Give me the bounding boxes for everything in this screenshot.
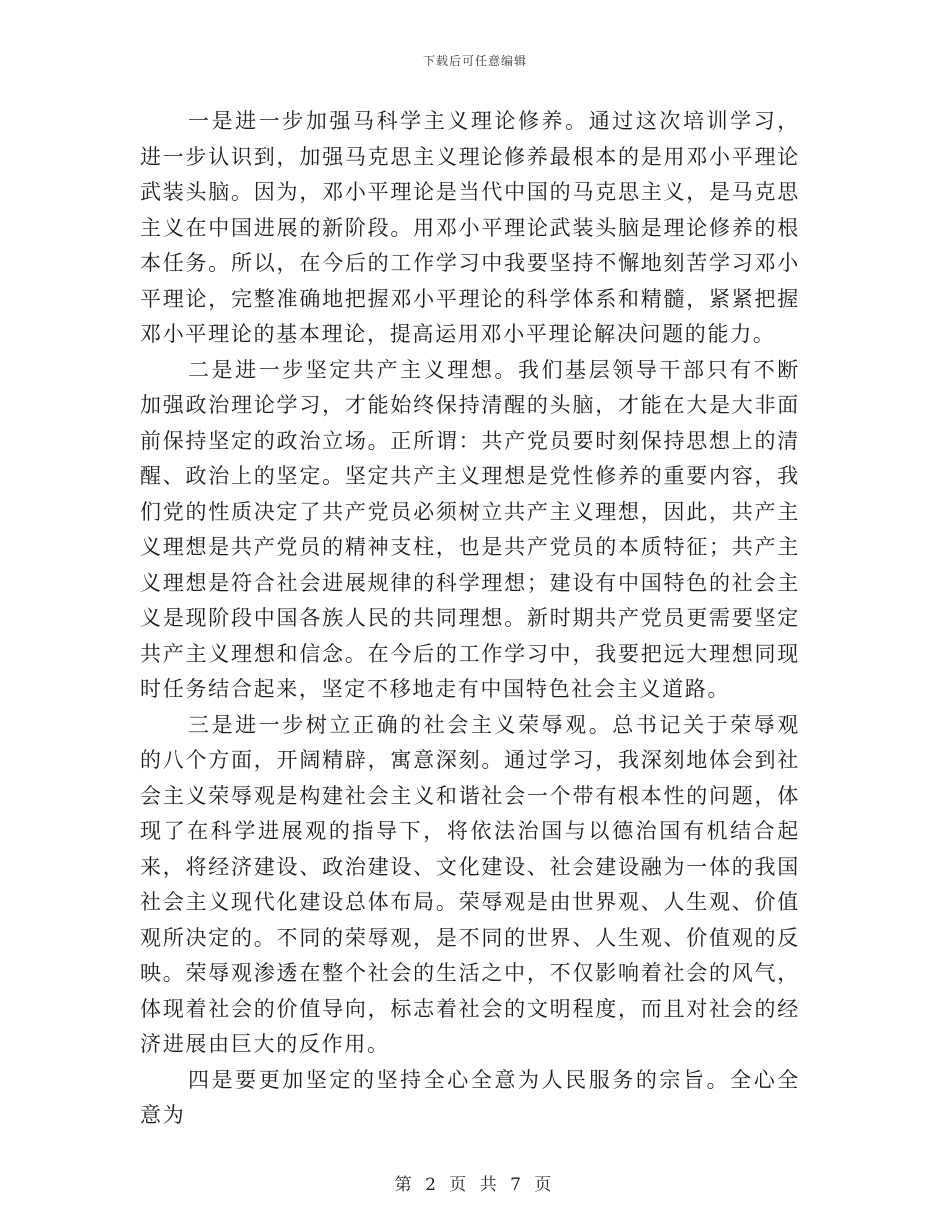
paragraph-4: 四是要更加坚定的坚持全心全意为人民服务的宗旨。全心全意为 bbox=[140, 1067, 800, 1127]
paragraph-1: 一是进一步加强马科学主义理论修养。通过这次培训学习，进一步认识到，加强马克思主义理论修养最根本的是用邓小平理论武装头脑。因为，邓小平理论是当代中国的马克思主义，是马克思主义在中国进展的新阶段。用邓小平理论武装头脑是理论修养的根本任务。所以，在今后的工作学习中我要坚持不懈地刻苦学习邓小平理论，完整准确地把握邓小平理论的科学体系和精髓，紧紧把握邓小平理论的基本理论，提高运用邓小平理论解决问题的能力。 bbox=[140, 109, 800, 346]
page-header-note: 下载后可任意编辑 bbox=[422, 54, 527, 68]
page-number-footer: 第 2 页 共 7 页 bbox=[394, 1175, 556, 1195]
paragraph-3: 三是进一步树立正确的社会主义荣辱观。总书记关于荣辱观的八个方面，开阔精辟，寓意深刻。通过学习，我深刻地体会到社会主义荣辱观是构建社会主义和谐社会一个带有根本性的问题，体现了在科学进展观的指导下，将依法治国与以德治国有机结合起来，将经济建设、政治建设、文化建设、社会建设融为一体的我国社会主义现代化建设总体布局。荣辱观是由世界观、人生观、价值观所决定的。不同的荣辱观，是不同的世界、人生观、价值观的反映。荣辱观渗透在整个社会的生活之中，不仅影响着社会的风气，体现着社会的价值导向，标志着社会的文明程度，而且对社会的经济进展由巨大的反作用。 bbox=[140, 712, 800, 1056]
paragraph-2: 二是进一步坚定共产主义理想。我们基层领导干部只有不断加强政治理论学习，才能始终保持清醒的头脑，才能在大是大非面前保持坚定的政治立场。正所谓：共产党员要时刻保持思想上的清醒、政治上的坚定。坚定共产主义理想是党性修养的重要内容，我们党的性质决定了共产党员必须树立共产主义理想，因此，共产主义理想是共产党员的精神支柱，也是共产党员的本质特征；共产主义理想是符合社会进展规律的科学理想；建设有中国特色的社会主义是现阶段中国各族人民的共同理想。新时期共产党员更需要坚定共产主义理想和信念。在今后的工作学习中，我要把远大理想同现时任务结合起来，坚定不移地走有中国特色社会主义道路。 bbox=[140, 357, 800, 701]
document-body bbox=[140, 104, 800, 1134]
